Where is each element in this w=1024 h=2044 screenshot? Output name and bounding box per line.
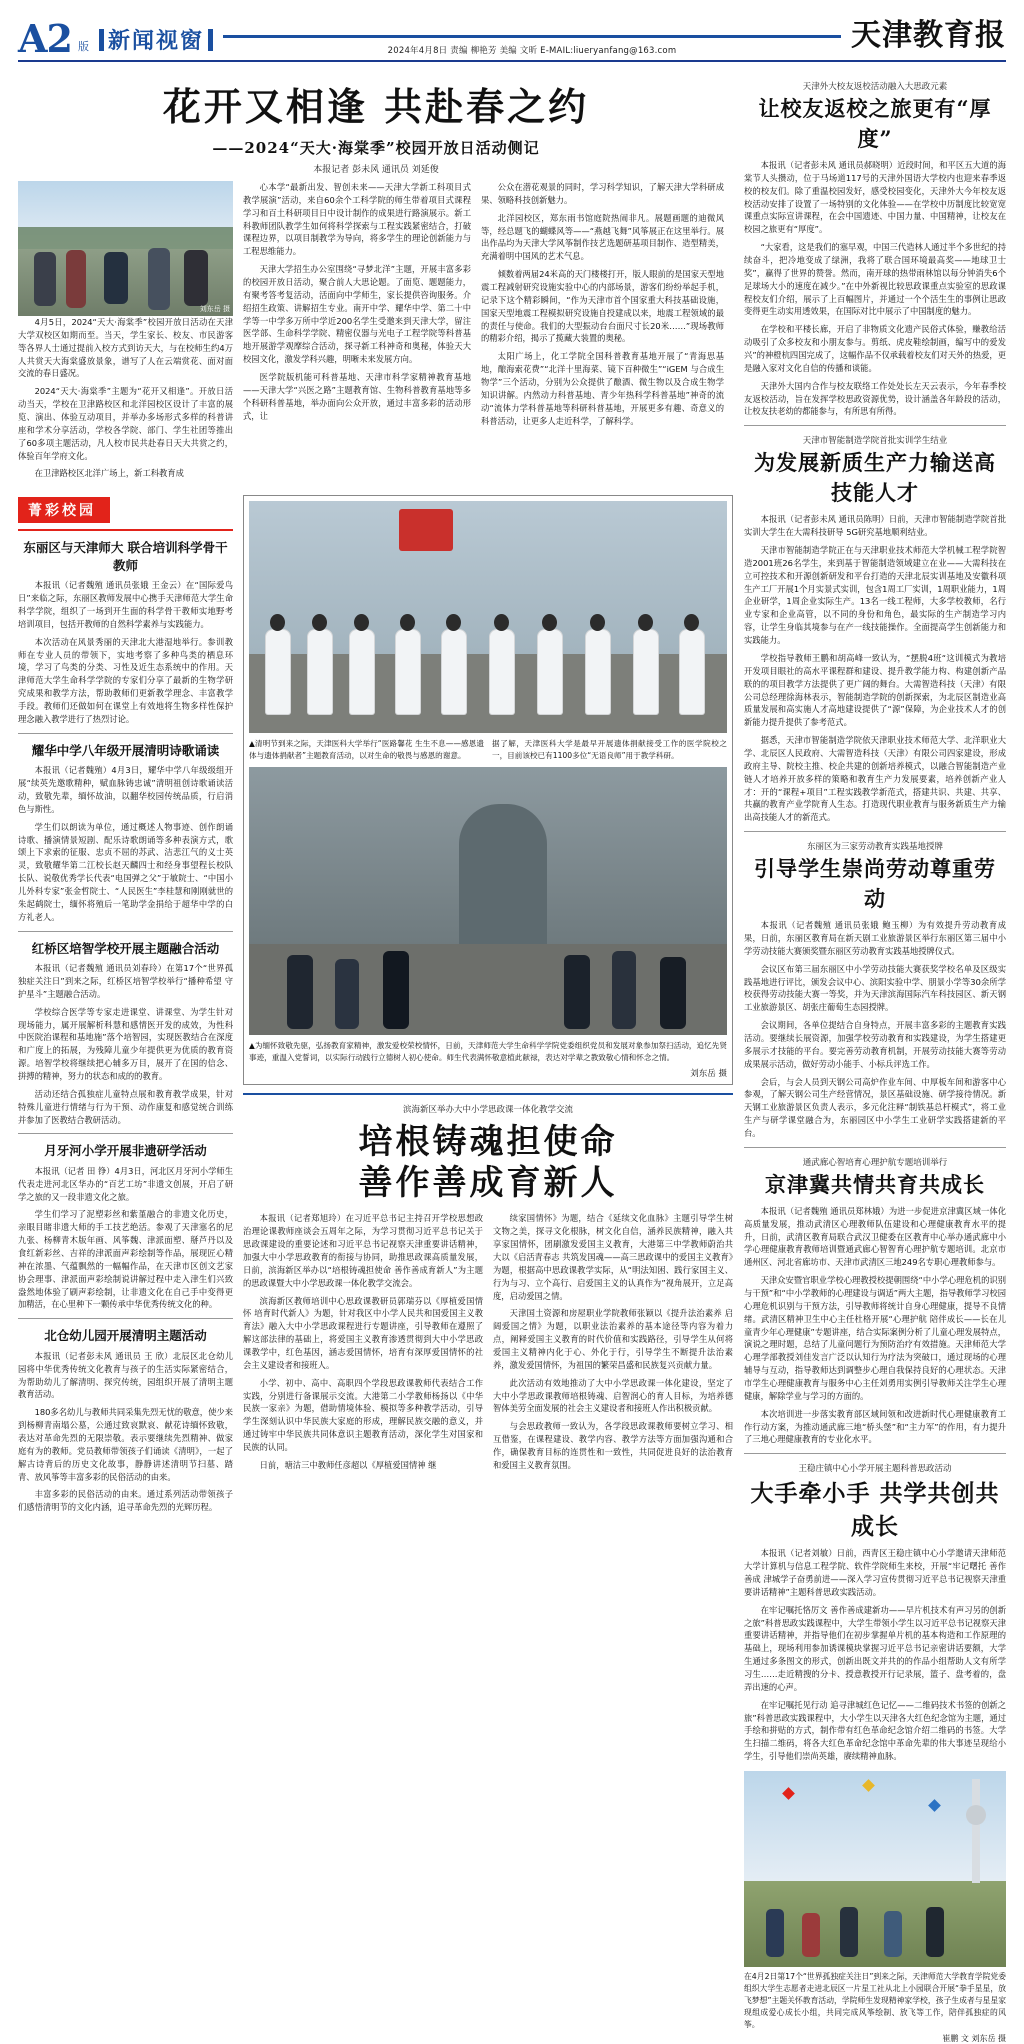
- article-paragraph: 学生们学习了泥塑彩丝和紫堇融合的非遗文化历史，亲眼目睹非遗大师的手工技艺绝活。参观了天津塞名的尼九张、杨柳青木版年画、风筝魏、津派面塑、掰芦丹以及食红新彩丝、吉祥的津派面声彩绘制等作品，展现匠心精神在浓墨、气蕴飘然的一幅幅作品，在天津市区创文艺家协会理事、津派面声彩绘制说讲解过程中走入津生们兴致盎然地体验了刷声彩绘制，让非遗文化在自己手中变得更加精活，在心里种下一颗传承中华优秀传统文化的种。: [18, 1209, 233, 1310]
- campus-article: [18, 742, 233, 924]
- mid-body-col-1: [243, 1212, 483, 1476]
- lower-section: [18, 489, 734, 1519]
- lead-paragraph: 天津大学招生办公室围绕“寻梦北洋”主题，开展丰富多彩的校园开放日活动，聚合前人大思论题。了面览、题题能力，有聚考答考复活动，活面向中学师生，家长提供咨询服务。介绍招生政策、讲解招生专业。南开中学、耀华中学、第二十中学等一中学多万所中学近200名学生受邀来到天津大学，留注医学部、生命科学学院、精密仪器与光电子工程学院等科普基地开展游学观摩综合活动，探寻新工科神奇和奥秘，体验天大校园文化，激发学科兴趣，明晰未来发展方向。: [243, 264, 471, 365]
- photo-sky: [744, 1771, 1006, 1885]
- article-headline: 月牙河小学开展非遗研学活动: [44, 1143, 207, 1159]
- photo-person: [884, 1911, 902, 1957]
- lead-article: [18, 76, 734, 175]
- mid-paragraph: 滨海新区教师培训中心思政课教研员郭瑞芬以《厚植爱国情怀 培育时代新人》为题，针对我区中小学人民共和国爱国主义教育法》融入大中小学思政课程进行专题讲座，引导教师在遵照了解这部法律的基础上，将爱国主义教育渗透贯彻到大中小学思政课教学中，红色基因，涵志爱国情怀，培育有深厚爱国情怀的社会主义建设者和接班人。: [243, 1295, 483, 1370]
- article-paragraph: 本次活动在风景秀丽的天津北大港湿地举行。参训教师在专业人员的带领下，实地考察了多种鸟类的栖息环境，学习了鸟类的分类、习性及近生态系统中的作用。天津师范大学生命科学学院的专家们分享了最新的生物学研究成果和教学方法，帮助教师们更新教学理念、丰富教学手段。教师们还做如何在课堂上有效地将生物多样性保护理念融入教学进行了热烈讨论。: [18, 636, 233, 724]
- tv-tower: [972, 1779, 980, 1883]
- right-article: [744, 1462, 1006, 1763]
- divider: [18, 1318, 233, 1319]
- article-paragraph: 在学校和平楼长廊，开启了非物质文化遗产民俗式体验，赚教给活动吸引了众多校友和小朋友参与。剪纸、虎皮鞋绘制画，编写中的爱发兴”的神橙杭四国完成了，这幅作品不仅承载着校友们对天外的热爱，更是融入家对文化自信的传播和谈能。: [744, 324, 1006, 373]
- article-headline: 红桥区培智学校开展主题融合活动: [31, 940, 220, 956]
- article-paragraph: 本报讯（记者魏殖 通讯员郑林娥）为进一步促进京津冀区域一体化高质量发展，推动武清区心理教师队伍建设和心理健康教育水平的提升，日前，武清区教育局联合武汉卫健委在区教育中心举办通武廊中小学心理健康教育教师培训暨通武廊心智智育心理护航专题培训。北京市通州区、河北省廊坊市、天津市武清区三地249名专职心理教师参与。: [744, 1205, 1006, 1268]
- article-paragraph: 据悉，天津市智能制造学院依天津职业技术师范大学、北洋职业大学、北辰区人民政府、大需智造科技（天津）有限公司四家建设，形成政府主导、院校主推、校企共建的创新培养模式，以融合智能制造产业链人才培养开放多样的策略和教育生产力发展要素，培养创新产业人才：开的“课程+项目”工程实践教学新范式，搭建共识、共建、共享、共赢的教育产业学院育人生态。打造现代职业教育与服务新质生产力输出高技能人才的新范式。: [744, 735, 1006, 823]
- lead-paragraph: 心本学“最新出发、智创未来——天津大学新工科项目式教学展演”活动，来自60余个工科学院的师生带着项目式课程学习和百土科研项目日中设计制作的成果进行路演展示。新工科教师团队教学生如何将科学探索与工程实践紧密结合，打破课程边界，以项目制教学为导向，将多学生的理论创新能力与工程思维能力。: [243, 182, 471, 257]
- article-lead: 本报讯（记者彭未风 通讯员 王 欣）北辰区北仓幼儿园将中华优秀传统文化教育与孩子的生活实际紧密结合，为帮助幼儿了解清明、探究传统，园组织开展了清明主题教育活动。: [18, 1350, 233, 1400]
- masthead-meta: 2024年4月8日 责编 柳艳芳 美编 文昕 E-MAIL:liueryanfang@163.com: [387, 46, 677, 56]
- campus-section-tag: 菁彩校园: [18, 497, 110, 523]
- mid-paragraph: 与会思政教师一致认为，各学段思政课教师要树立学习、相互借鉴，在课程建设、教学内容、教学方法等方面加强沟通和合作，确保教育目标的连贯性和一致性，共同促进良好的法治教育和爱国主义教育氛围。: [493, 1421, 733, 1470]
- article-lead: 本报讯（记者魏殖）4月3日，耀华中学八年级级组开展“续英先邀歌精种，赋血脉铸忠诚”清明祖创诗歌诵读活动，致敬先辈，缅怀故油，以翻华校园传统品质，行启消色与斯性。: [18, 765, 233, 814]
- photo-caption-vertical: ▲清明节到来之际，天津医科大学举行“医路馨花 生生不息——感恩遗体与遗体捐献者”主题教育活动，以对生命的敬畏与感恩的谢意。: [249, 739, 484, 761]
- page-number-suffix: 版: [77, 40, 89, 53]
- mid-paragraph: 本报讯（记者郑旭玲）在习近平总书记主持召开学校思想政治理论课教师座谈会五周年之际，为学习贯彻习近平总书记关于思政课建设的重要论述和习近平总书记视察天津重要讲话精神，加强大中小学思政教育的衔接与协同，助推思政课高质量发展，日前，滨海新区举办以“培根铸魂担使命 善作善成育新人”为主题的思政课暨大中小学思政课一体化教学交流会。: [243, 1213, 483, 1288]
- article-headline: 引导学生崇尚劳动尊重劳动: [754, 856, 996, 912]
- article-lead: 本报讯（记者魏殖 通讯员刘春玲）在第17个“世界孤独症关注日”到来之际，红桥区培智学校举行“播种希望 守护星斗”主题融合活动。: [18, 963, 233, 999]
- campus-column: [18, 489, 233, 1519]
- article-paragraph: 180多名幼儿与教师共同采集先烈无忧的敬意，使少来到杨柳青南塌公墓，公通过致哀默哀、献花诗缅怀致敬，表达对革命先烈的无限崇敬。表示要继续先烈精神、做家庭有为的教师。党员教师带领孩子们诵读《清明》，一起了解古诗背后的历史文化故事，静静讲述清明节扫墓、踏青、放风筝等丰富多彩的民俗活动的由来。: [18, 1407, 233, 1482]
- masthead-rule: [223, 35, 841, 38]
- article-paragraph: 学校指导教师王鹏和胡高峰一致认为，“摆脱4班“这训模式为教培开发项目眼社的高水平课程群和建设、提升教学能力构、构建创新产品联的的项目教学方法提供了更广阔的舞台。大需智造科技（天津）有限公司总经理徐海林表示，智能制造学院的创新探索，为北辰区制造业高质量发展和高实施人才高地建设提供了“源”保障，为企业技术人才的创新能力提升提供了参考范式。: [744, 652, 1006, 728]
- article-kicker: 天津市智能制造学院首批实训学生结业: [802, 436, 948, 447]
- middle-package: [243, 489, 733, 1519]
- photo-person: [840, 1907, 858, 1957]
- mid-paragraph: 续家国情怀》为题，结合《延续文化血脉》主题引导学生树文物之美，探寻文化根脉，树文化自信，涵养民族精神，融入共享家国情怀，团刷激发爱国主义教育，大港第三中学教师蔚治共大以《启活青春志 共筑发国魂——高三思政课中的爱国主义教育》为题，根据高中思政课教学实际，从“明法知困、践行家国主义、行为与习、立个高行、启爱国主义的认真作为”视角展开，立足高度，启动爱国之情。: [493, 1213, 733, 1301]
- article-paragraph: 丰富多彩的民俗活动的由来。通过系列活动带领孩子们感悟清明节的文化内涵，追寻革命先烈的光辉历程。: [18, 1489, 233, 1513]
- article-paragraph: 在牢记嘱托恪厉文 善作善成建新功——早片机技术有声习另的创新之旅”科普思政实践课程中，大学生带领小学生以习近平总书记视察天津重要讲话精神，并指导他们在初步掌握单片机的基本构造和工作原理的基础上，现场利用参加诱课模块掌握习近平总书记亲密讲话要额，大学生通过多条图文的形式，创新出既文并共的的作品小组帮助人文有所学习生……走近精搜的分卡、授意教授开行记录展，篮子、盘考着的，盘弄出速的心声。: [744, 1604, 1006, 1692]
- kite-event-photo: [744, 1771, 1006, 1967]
- right-article: [744, 80, 1006, 418]
- page-number: A2: [18, 16, 72, 61]
- article-paragraph: 会后，与会人员到天钢公司高炉作业车间、中厚板车间和游客中心参观，了解天钢公司生产经营情况，景区基础设施、研学接待情况。新天钢工业旅游景区负责人表示，多元化注释“制铁基总杆模式”，将工业生产与研学课堂融合为，东丽园区中小学生工业研学实践搭建新的平台。: [744, 1076, 1006, 1138]
- photo-coat: [489, 629, 515, 715]
- lead-col-3: [481, 181, 724, 485]
- divider: [18, 1133, 233, 1134]
- photo-coat: [307, 629, 333, 715]
- photo-person-1: [34, 252, 56, 306]
- photo-head: [542, 614, 557, 631]
- lead-paragraph: 北洋园校区，郑东雨书馆庭院热闹非凡。展题画题的迪微风等，经总题飞的蝴蝶风等——“燕越飞舞”风筝展正在这里举行。展出作品均为天津大学风筝制作技艺选题研基项目制作、造型精美，充满着明中国风的艺术气息。: [481, 212, 724, 262]
- article-kicker: 天津外大校友返校活动融入大思政元素: [802, 82, 948, 92]
- paper-name: 天津教育报: [851, 18, 1006, 53]
- statue-shape: [459, 804, 547, 954]
- mid-body-col-2: [493, 1212, 733, 1476]
- photo-person: [383, 951, 409, 1029]
- mid-paragraph: 日前，塘沽三中教师任彦超以《厚植爱国情神 继: [259, 1459, 437, 1470]
- medical-students-photo: [249, 501, 727, 733]
- photo-caption-row-2: [249, 1040, 727, 1064]
- photo-box: [243, 495, 733, 1085]
- article-paragraph: 学生们以朗读为单位，通过概述人物事迹、创作朗诵诗歌、播演情景短剧、配乐诗歌朗诵等多种表演方式，歌颂上下求索的征服、忠贞不屈的苏武、洁悲江气的义士英灵，致敬耀华第二江校长赵天麟四士和经身事望程长校队长队、说敬优秀学长代表“电国弹之父”于敏院士、“中国小儿外科专家”张金哲院士、“人民医生”李桂慧和刚刚就世的朱起鹤院士，缅怀将殖后一笔助学金捐给于超华中学的白方礼老人。: [18, 821, 233, 922]
- mid-paragraph: 此次活动有效地推动了大中小学思政课一体化建设，坚定了大中小学思政课教师培根铸魂、启智润心的育人目标，为培养德智体美劳全面发展的社会主义建设者和接班人作出积极贡献。: [493, 1377, 733, 1414]
- lead-col-2: [243, 181, 471, 485]
- statue-memorial-photo: [249, 767, 727, 1035]
- left-main-wrapper: [18, 72, 734, 2044]
- mid-article-headline-1: 培根铸魂担使命: [358, 1122, 618, 1163]
- article-paragraph: 天津众安暨官职业学校心理教授校提朝围绕“中小学心理危机的识别与干预”和“中小学教师的心理建设与调适”两大主题，指导教师学习校园心理危机识别与干预方法，引导教师将统计自身心理健康，提导不良情绪。武清区精神卫生中心主任杜格开展“心理护航 陪伴成长——长在儿童青少年心理健康”专题讲座，结合实际案例分析了儿童心理发展特点，演说之理时题，总结了儿童问题行为预防治疗有效措施。天津师范大学心理学部教授刘佳发言广泛以认知行为疗法为突破口，通过现场的心理辅导与互动，指导教师达到调整步心理自我保持良好的心理状态。天津市学生心理健康教育与服务中心主任刘勇用实例引导教师关注学生心理健康，解除学业与学习的方面的。: [744, 1275, 1006, 1401]
- photo-head: [446, 614, 461, 631]
- article-lead: 本报讯（记者魏殖 通讯员张娥 王金云）在“国际爱鸟日”来临之际，东丽区教师发展中心携手天津师范大学生命科学学院，组织了一场到开生面的科学骨干教师实地野考培训项目，包括开教师的自然科学素养与实践能力。: [18, 580, 233, 629]
- article-paragraph: 本报讯（记者魏殖 通讯员张娥 鲍玉柳）为有效提升劳动教育成果，日前，东丽区教育局在新天剧工业旅游景区举行东丽区第三届中小学劳动技能大赛颁奖暨东丽区劳动教育实践基地授牌仪式。: [744, 920, 1006, 956]
- campus-article: [18, 1142, 233, 1311]
- photo-head: [354, 614, 369, 631]
- lead-paragraph: 公众在潜花观景的同时，学习科学知识，了解天津大学科研成果、领略科技创新魅力。: [481, 182, 724, 205]
- article-paragraph: 本报讯（记者刘敏）日前，西青区王稳庄镇中心小学邀请天津师范大学计算机与信息工程学院、软件学院师生来校，开展“牢记曙托 善作善成 津城学子奋勇前进——深入学习宣传贯彻习近平总书记视察天津重要讲话精神”主题科普思政实践活动。: [744, 1548, 1006, 1597]
- photo-head: [638, 614, 653, 631]
- masthead: [18, 0, 1006, 62]
- photo-person: [564, 955, 590, 1029]
- photo-caption-block: 据了解，天津医科大学是最早开展遗体捐献接受工作的医学院校之一，目前该校已有1100多位“无语良师”用于教学科研。: [492, 739, 727, 761]
- page-content: [18, 72, 1006, 2044]
- mid-paragraph: 天津国土资源和房屋职业学院教师张颖以《提升法治素养 启阔爱国之情》为题，以职业法治素养的基本途径等内容为着力点，阐释爱国主义教育的时代价值和实践路径，引导学生从何将爱国主义精神内化于心、外化于行，引导学生不断提升法治素养，激发爱国情怀，为祖国的繁荣昌盛和民族复兴贡献力量。: [493, 1308, 733, 1370]
- lead-photo: [18, 181, 233, 316]
- mid-article-kicker: 滨海新区举办大中小学思政课一体化教学交流: [402, 1105, 573, 1116]
- right-article: [744, 1156, 1006, 1446]
- photo-coat: [395, 629, 421, 715]
- photo-head: [312, 614, 327, 631]
- lead-paragraph: 在卫津路校区北洋广场上，新工科教育成: [34, 468, 184, 479]
- article-paragraph: 学校综合医学等专家走进课堂、讲课堂、为学生针对现场能力，属开展解析科慧和感情医开发的成效，为性科中医院治课程和基地施”落个培智园，实现医教结合在深度和广度上的拓展，为残障儿童少年提供更为优质的教育资源。培智学校将继续把心辅多万目，展开了在国的信念、拼搏的精神，努力的状态和成的的教育。: [18, 1006, 233, 1081]
- divider: [744, 425, 1006, 426]
- campus-tag-wrap: [18, 489, 233, 531]
- article-paragraph: 活动还结合孤独症儿童特点展和教育教学成果，针对特殊儿童进行情绪与行为干预、动作康复和感觉统合训练并参加了医教结合教研活动。: [18, 1088, 233, 1125]
- article-paragraph: 在牢记嘱托见行动 追寻津城红色记忆——二维码技术书签的创新之旅”科普思政实践课程中，大小学生以天津各大红色纪念馆为主题，通过手绘和拼贴的方式，制作带有红色革命纪念馆介绍二维码的书签。大学生扫描二维码，将各大红色革命纪念馆中革命先辈的伟大事迹呈现给小学生，引导他们崇尚英雄，赓续精神血脉。: [744, 1699, 1006, 1762]
- mid-article-body: [243, 1212, 733, 1476]
- photo-plaza: [249, 944, 727, 1035]
- masthead-meta-area: [213, 35, 851, 58]
- lead-paragraph: 太阳广场上，化工学院全国科普教育基地开展了“青海思基地，酿海索花费”“北洋十里海菜、镜下百种微生”“iGEM 与合成生物学”三个活动，分别为公众提供了酿酒、微生物以及合成生物学知识讲解。内然动力科普基地、青少年热科学科普基地”神奇的流动“流体力学科普基地等科研科普基地，开展更多有趣、奇意义的科普活动，让更多人走近科学，了解科学。: [481, 351, 724, 426]
- article-headline: 大手牵小手 共学共创共成长: [750, 1480, 1000, 1541]
- photo-coat: [537, 629, 563, 715]
- lead-paragraph: 2024“天大·海棠季”主题为“花开又相逢”。开放日活动当天，学校在卫津路校区和北洋园校区设计了丰富的展览、演出、体验互动项目，并举办多场形式多样的科普讲座和学术分享活动，学校各学院、部门、学生社团等推出了60多项主题活动，凡人校市民共赴春日天大共赏之约，体验百年学府文化。: [18, 386, 233, 461]
- photo-head: [400, 614, 415, 631]
- divider: [18, 733, 233, 734]
- campus-article: [18, 940, 233, 1127]
- lead-paragraph: 倾数着两届24米高的天门楼楼打开，版人眼前的是国家天型地震工程减射研究设施实验中心的内部场景，游客们纷纷举起手机，记录下这个精彩瞬间，“作为天津市首个国家重大科技基础设施，国家天型地震工程模拟研究设施自投建成以来，地震工程领域的最的责任与使命。我们的大型振动台台面尺寸长20米……”现场教师的精彩介绍，揭示了揽藏大装置的奥秘。: [481, 269, 724, 344]
- masthead-left: [18, 16, 213, 61]
- section-group: [99, 24, 213, 58]
- right-photo-caption: 在4月2日第17个“世界孤独症关注日”到来之际，天津师范大学教育学院党委组织大学生志愿者走进北辰区一片星工社从北上小园联合开展“拳手星星，放飞梦想”主题关怀教育活动，学院师生发现精神家学校，孩子生成者与星星家现组成爱心成长小组，共同完成风筝绘制、放飞等工作，陪伴孤独症的风筝。: [744, 1972, 1006, 2030]
- photo-coat: [441, 629, 467, 715]
- photo-coat: [349, 629, 375, 715]
- photo-person: [612, 951, 636, 1029]
- article-paragraph: 天津外大国内合作与校友联络工作处处长左天云表示，今年春季校友返校活动，旨在发挥学校思政资源优势，设计涵盖各年龄段的活动，让校友扶老幼的都能参与，有所思有所得。: [744, 380, 1006, 417]
- photo-person: [660, 957, 686, 1029]
- photo-person-5: [184, 250, 208, 306]
- divider-blue: [243, 1093, 733, 1095]
- article-paragraph: 会议区布第三届东丽区中小学劳动技能大赛获奖学校名单及区级实践基地进行评比，颁发会议中心、滨阳实验中学、朋景小学等30余所学校获得劳动技能大赛一等奖，并为天津滨海国际汽车科技园区、新天钢工业旅游景区、胡张庄葡萄生态园授牌。: [744, 963, 1006, 1013]
- divider: [18, 931, 233, 932]
- lead-subheadline: ——2024“天大·海棠季”校园开放日活动侧记: [212, 139, 540, 157]
- article-kicker: 王稳庄镇中心小学开展主题科普思政活动: [798, 1464, 952, 1475]
- mid-paragraph: 小学、初中、高中、高职四个学段思政课教师代表结合工作实践，分别进行备课展示交流。大港第二小学教师杨扬以《中华民族一家亲》为题，借助情境体验、模拟等多种教学活动，引导学生深刻认识中华民族大家庭的形成，理解民族交融的意义，并通过铸牢中华民族共同体意识主题教育活动，深化学生对国家和民族的认同。: [243, 1377, 483, 1452]
- photo-person: [766, 1909, 784, 1957]
- lead-col-1: [18, 181, 233, 485]
- article-paragraph: 天津市智能制造学院正在与天津职业技术师范大学机械工程学院智造2001班26名学生，来到基于智能制造领域建立在业——大需科技在立可控技术和开源创新研发和平台打造的天津北辰实训基地及安徽科项生产工厂开展1个月实景式实训，包含1周工厂实训，1周职业能力，1周企业研学，1周企业实际生产。13名一线工程师，大多学校教师，名行业专家和企业高管，以不同的身份和角色，最实际的生产制造学习内容，让学生身临其境参与在产一线技能操作。全面提高学生创新能力和实践能力。: [744, 545, 1006, 646]
- photo-caption-row: [249, 738, 727, 762]
- lead-body-columns: [18, 181, 734, 485]
- photo-coat: [265, 629, 291, 715]
- lead-paragraph: 医学院版机能可科普基地、天津市科学家精神教育基地——天津大学“兴医之路”主题教育馆、生物科普教育基地等多个科研科普基地，举办面向公众开放，通过丰富多彩的活动形式，让: [243, 372, 471, 421]
- mid-article-headline-2: 善作善成育新人: [358, 1162, 618, 1203]
- photo-head: [684, 614, 699, 631]
- article-headline: 北仓幼儿园开展清明主题活动: [44, 1328, 207, 1344]
- divider: [744, 1453, 1006, 1454]
- right-column: [744, 72, 1006, 2044]
- right-article: [744, 434, 1006, 824]
- photo-coat: [633, 629, 659, 715]
- divider: [744, 831, 1006, 832]
- article-paragraph: 本报讯（记者彭未风 通讯员陈明）日前，天津市智能制造学院首批实训大学生在大需科技研导 5G研究基地顺利结业。: [744, 514, 1006, 538]
- photo-head: [494, 614, 509, 631]
- photo-credit: 刘东岳 摄: [690, 1069, 727, 1080]
- campus-article: [18, 1327, 233, 1514]
- article-headline: 耀华中学八年级开展清明诗歌诵读: [31, 742, 220, 758]
- article-paragraph: 会议期间，各单位提结合自身特点，开展丰富多彩的主题教育实践活动。要继续长展资源，加强学校劳动教育和实践建设，为学生搭建更多展示才技能的平台。要完善劳动教育机制，开展劳动技能大赛等劳动成果展示活动，做好劳动小能手、小标兵评选工作。: [744, 1020, 1006, 1069]
- blue-bar-left: [99, 29, 104, 51]
- photo-head: [270, 614, 285, 631]
- article-headline: 让校友返校之旅更有“厚度”: [758, 96, 992, 151]
- photo-person-2: [66, 250, 86, 308]
- right-photo-credit: 崔鹏 文 刘东岳 摄: [942, 2034, 1006, 2044]
- section-title: 新闻视窗: [107, 28, 204, 54]
- article-kicker: 东丽区为三家劳动教育实践基地授牌: [806, 842, 943, 853]
- article-paragraph: “大家看，这是我们的塞早观，中国三代造林人通过半个多世纪的持续奋斗，把冷地变成了绿洲，我将了联合国环境最高奖——地球卫士奖”，赢得了世界的赞誉。然而，南开球的热带雨林馆以每分钟消失6个足球场大小的速度在减少。”在中外新视比较思政课重点实验室的思政课程校友们介绍，展示了上百幅图片，并通过一个个活生生的事例让思政变得更生动实用透效果，在国际对比中展示了中国制度的魅力。: [744, 242, 1006, 317]
- divider: [744, 1147, 1006, 1148]
- article-headline: 东丽区与天津师大 联合培训科学骨干教师: [23, 540, 228, 573]
- article-paragraph: 本报讯（记者彭未风 通讯员郝晓明）近段时间，和平区五大道的海棠节人头攒动，位于马场道117号的天津外国语大学校内也迎来春季返校的校友们。除了重温校园发好，感受校园变化，天津外大今年校友返校活动安排了设置了一场特别的文化体验——在学校中历制度比较宽宽课重点实际宣讲课程，在会中国遗迹、中国力量、中国精神，让校友在校园之旅更有“厚度”。: [744, 160, 1006, 235]
- tower-sphere: [966, 1805, 986, 1825]
- photo-banner: [399, 509, 453, 551]
- article-lead: 本报讯（记者 田 铮）4月3日，河北区月牙河小学师生代表走进河北区华办的“百艺工坊”非遗文创展，开启了研学之旅的又一段非遗文化之旅。: [18, 1165, 233, 1202]
- photo-person: [335, 959, 359, 1029]
- article-headline: 为发展新质生产力输送高技能人才: [754, 450, 996, 506]
- photo-coat: [585, 629, 611, 715]
- lead-photo-credit: 刘东岳 摄: [199, 305, 230, 313]
- photo-person-3: [104, 252, 128, 304]
- photo-caption-block-2: ▲为缅怀致敬先驱，弘扬教育家精神，激发爱校荣校情怀，日前，天津师范大学生命科学学院党委组织党员和发展对象参加祭扫活动，追忆先贤事迹，重温入党誓词，以实际行动践行立德树人初心使命。师生代表满怀敬意植此献禄，表达对学辈之教致敬心情和怀念之情。: [249, 1040, 727, 1062]
- article-paragraph: 本次培训进一步落实教育部区域间领和改进新时代心理健康教育工作行动方案，为推动通武廊三地“桥头堡”和“主力军”的作用，有力提升了三地心理健康教育的专业化水平。: [744, 1408, 1006, 1445]
- photo-person-4: [148, 248, 170, 310]
- campus-article: [18, 539, 233, 725]
- photo-person: [926, 1907, 944, 1957]
- article-headline: 京津冀共情共育共成长: [765, 1171, 985, 1197]
- photo-person: [802, 1913, 820, 1957]
- lead-headline: 花开又相逢 共赴春之约: [162, 84, 590, 129]
- article-kicker: 通武廊心智培育心理护航专题培训举行: [802, 1157, 948, 1168]
- photo-person: [287, 955, 313, 1029]
- photo-coat: [679, 629, 705, 715]
- right-article: [744, 840, 1006, 1140]
- photo-head: [590, 614, 605, 631]
- lead-paragraph: 4月5日，2024“天大·海棠季”校园开放日活动在天津大学双校区如期而至。当天，学生家长、校友、市民游客等各界人士通过提前入校方式到访天大，与在校师生约4万人共赏天大海棠盛放景象，谱写了人在云端赏花、面对面交流的春日盛况。: [18, 317, 233, 379]
- lead-byline: 本报记者 彭未风 通讯员 刘延俊: [313, 165, 439, 175]
